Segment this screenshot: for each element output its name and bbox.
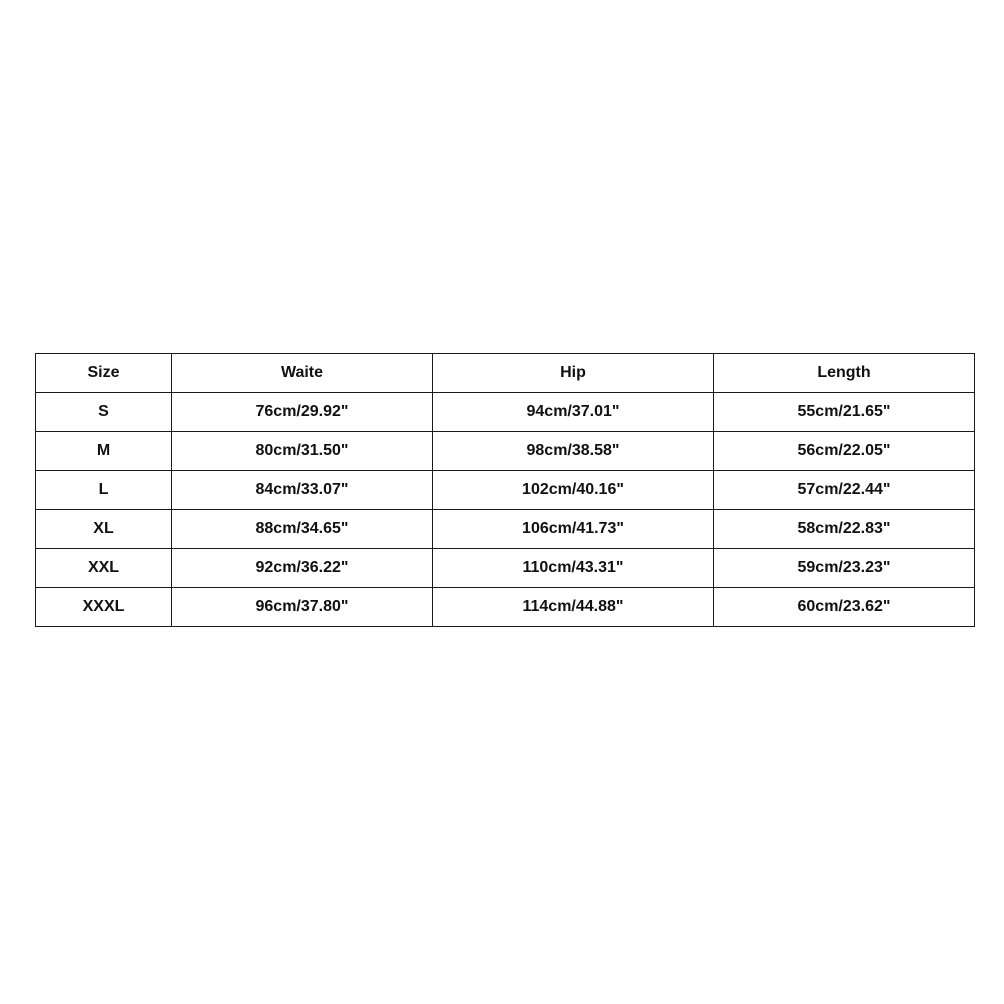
hip-cell: 94cm/37.01" <box>433 393 714 432</box>
header-size: Size <box>36 354 172 393</box>
size-cell: XXL <box>36 549 172 588</box>
table-row <box>36 393 975 432</box>
length-cell: 57cm/22.44" <box>714 471 975 510</box>
size-cell: M <box>36 432 172 471</box>
size-cell: XL <box>36 510 172 549</box>
size-cell: S <box>36 393 172 432</box>
table-row <box>36 510 975 549</box>
hip-cell: 106cm/41.73" <box>433 510 714 549</box>
header-waist: Waite <box>172 354 433 393</box>
hip-cell: 102cm/40.16" <box>433 471 714 510</box>
table-row <box>36 471 975 510</box>
size-cell: L <box>36 471 172 510</box>
size-chart-table <box>35 353 975 627</box>
waist-cell: 96cm/37.80" <box>172 588 433 627</box>
length-cell: 58cm/22.83" <box>714 510 975 549</box>
size-cell: XXXL <box>36 588 172 627</box>
header-hip: Hip <box>433 354 714 393</box>
header-length: Length <box>714 354 975 393</box>
table-row <box>36 588 975 627</box>
waist-cell: 76cm/29.92" <box>172 393 433 432</box>
hip-cell: 110cm/43.31" <box>433 549 714 588</box>
header-row <box>36 354 975 393</box>
waist-cell: 84cm/33.07" <box>172 471 433 510</box>
length-cell: 59cm/23.23" <box>714 549 975 588</box>
size-chart-header <box>36 354 975 393</box>
waist-cell: 92cm/36.22" <box>172 549 433 588</box>
hip-cell: 98cm/38.58" <box>433 432 714 471</box>
size-chart-body <box>36 393 975 627</box>
waist-cell: 80cm/31.50" <box>172 432 433 471</box>
length-cell: 55cm/21.65" <box>714 393 975 432</box>
waist-cell: 88cm/34.65" <box>172 510 433 549</box>
table-row <box>36 549 975 588</box>
length-cell: 56cm/22.05" <box>714 432 975 471</box>
length-cell: 60cm/23.62" <box>714 588 975 627</box>
hip-cell: 114cm/44.88" <box>433 588 714 627</box>
table-row <box>36 432 975 471</box>
